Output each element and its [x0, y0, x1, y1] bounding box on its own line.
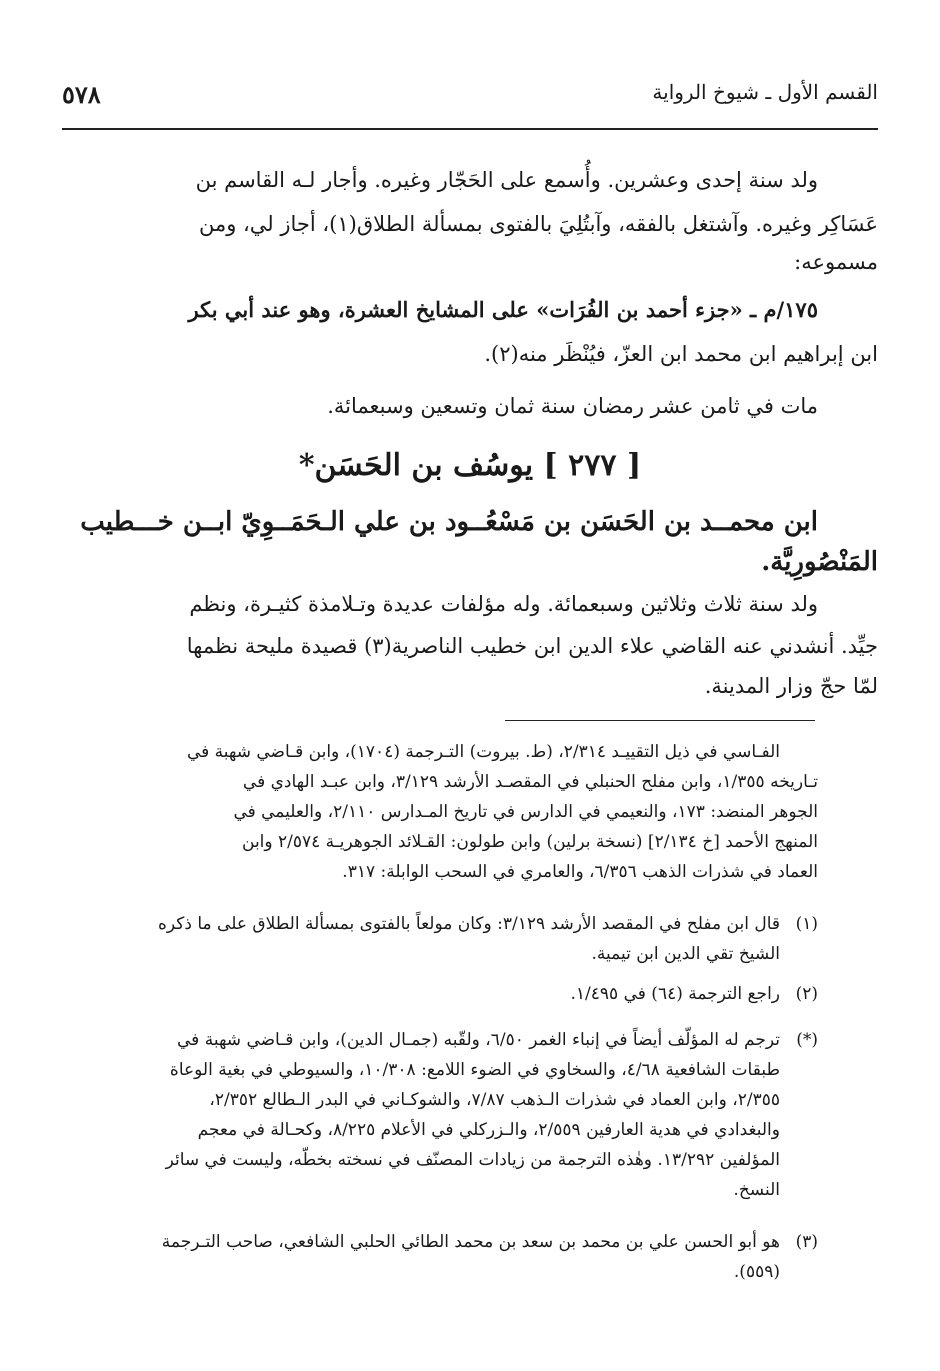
- entry-heading: [ ٢٧٧ ] يوسُف بن الحَسَن*: [298, 448, 642, 483]
- footnote-2-text: راجع الترجمة (٦٤) في ١/٤٩٥.: [570, 984, 780, 1004]
- paragraph-1-line-2: عَسَاكِر وغيره. وآشتغل بالفقه، وآبتُلِيَ بالفتوى بمسألة الطلاق(١)، أجاز لي، ومن: [198, 212, 878, 236]
- footnote-1-line-2: الشيخ تقي الدين ابن تيمية.: [591, 944, 780, 964]
- footnote-continuation-line-1: الفـاسي في ذيل التقييـد ٢/٣١٤، (ط. بيروت) التـرجمة (١٧٠٤)، وابن قـاضي شهبة في: [186, 742, 780, 762]
- footnote-star-line-5: المؤلفين ١٣/٢٩٢. وهٰذه الترجمة من زيادات المصنّف في نسخته بخطّه، وليست في سائر: [165, 1150, 780, 1170]
- running-title: القسم الأول ـ شيوخ الرواية: [652, 80, 878, 104]
- footnote-separator: [505, 720, 815, 721]
- footnote-star-line-6: النسخ.: [733, 1180, 780, 1200]
- footnote-3-line-1: هو أبو الحسن علي بن محمد بن سعد بن محمد الطائي الحلبي الشافعي، صاحب التـرجمة: [161, 1232, 780, 1252]
- footnote-continuation-line-3: الجوهر المنضد: ١٧٣، والنعيمي في الدارس في تاريخ المـدارس ٢/١١٠، والعليمي في: [233, 802, 818, 822]
- lineage-line-2: المَنْصُورِيَّة.: [761, 547, 878, 577]
- footnote-1-line-1: قال ابن مفلح في المقصد الأرشد ٣/١٢٩: وكان مولعاً بالفتوى بمسألة الطلاق على ما ذكره: [158, 914, 780, 934]
- item-175-line-1: ١٧٥/م ـ «جزء أحمد بن الفُرَات» على المشايخ العشرة، وهو عند أبي بكر: [188, 297, 818, 322]
- footnote-continuation-line-2: تـاريخه ١/٣٥٥، وابن مفلح الحنبلي في المقصـد الأرشد ٣/١٢٩، وابن عبـد الهادي في: [242, 772, 818, 792]
- page-number: ٥٧٨: [62, 80, 101, 109]
- footnote-2-marker: (٢): [795, 984, 818, 1004]
- footnote-1-marker: (١): [795, 914, 818, 934]
- paragraph-1-line-1: ولد سنة إحدى وعشرين. وأُسمع على الحَجّار وغيره. وأجار لـه القاسم بن: [195, 168, 818, 192]
- header-rule: [62, 128, 878, 130]
- footnote-3-marker: (٣): [795, 1232, 818, 1252]
- footnote-star-line-2: طبقات الشافعية ٤/٦٨، والسخاوي في الضوء اللامع: ١٠/٣٠٨، والسيوطي في بغية الوعاة: [169, 1060, 780, 1080]
- paragraph-2-line-1: ولد سنة ثلاث وثلاثين وسبعمائة. وله مؤلفات عديدة وتـلامذة كثيـرة، ونظم: [189, 592, 818, 616]
- footnote-star-line-4: والبغدادي في هدية العارفين ٢/٥٥٩، والـزركلي في الأعلام ٨/٢٢٥، وكحـالة في معجم: [197, 1120, 780, 1140]
- footnote-continuation-line-5: العماد في شذرات الذهب ٦/٣٥٦، والعامري في السحب الوابلة: ٣١٧.: [342, 862, 818, 882]
- page-header: [62, 80, 878, 120]
- footnote-continuation-line-4: المنهج الأحمد [خ ٢/١٣٤] (نسخة برلين) وابن طولون: القـلائد الجوهريـة ٢/٥٧٤ وابن: [242, 832, 818, 852]
- paragraph-2-line-2: جيِّد. أنشدني عنه القاضي علاء الدين ابن خطيب الناصرية(٣) قصيدة مليحة نظمها: [186, 634, 878, 658]
- paragraph-1-line-3: مسموعه:: [794, 250, 878, 274]
- footnote-star-line-3: ٢/٣٥٥، وابن العماد في شذرات الـذهب ٧/٨٧، والشوكـاني في البدر الـطالع ٢/٣٥٢،: [209, 1090, 780, 1110]
- paragraph-2-line-3: لمّا حجّ وزار المدينة.: [704, 674, 878, 698]
- footnote-star-marker: (*): [796, 1030, 818, 1050]
- death-note: مات في ثامن عشر رمضان سنة ثمان وتسعين وسبعمائة.: [327, 394, 818, 418]
- footnote-3-line-2: (٥٥٩).: [733, 1262, 780, 1282]
- item-175-line-2: ابن إبراهيم ابن محمد ابن العزّ، فيُنْظَر منه(٢).: [484, 342, 878, 366]
- footnote-star-line-1: ترجم له المؤلّف أيضاً في إنباء الغمر ٦/٥٠، ولقّبه (جمـال الدين)، وابن قـاضي شهبة في: [177, 1030, 780, 1050]
- lineage-line-1: ابن محمــد بن الحَسَن بن مَسْعُــود بن علي الـحَمَــوِيّ ابــن خـــطيب: [80, 507, 818, 537]
